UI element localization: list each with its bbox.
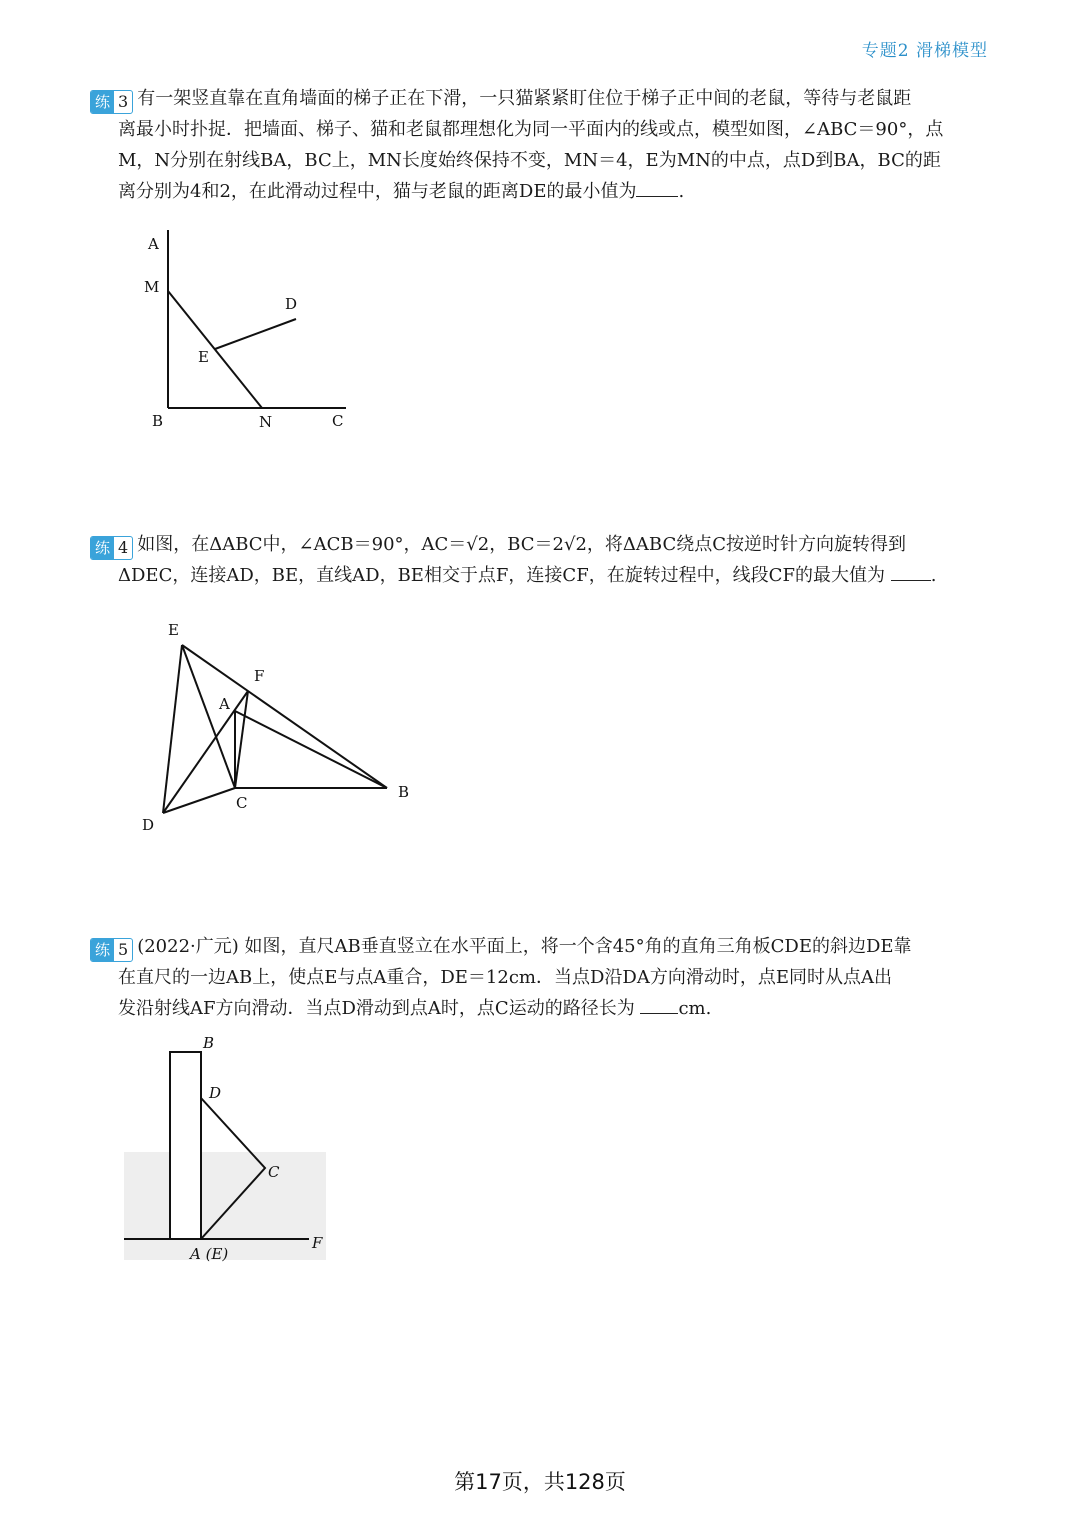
chapter-header: 专题2 滑梯模型 — [861, 41, 988, 61]
label-B: B — [398, 783, 410, 801]
label-C: C — [268, 1163, 280, 1181]
problem-4-line-2: ΔDEC，连接AD，BE，直线AD，BE相交于点F，连接CF，在旋转过程中，线段CF的最大值为 . — [118, 565, 937, 586]
problem-5-line-2: 在直尺的一边AB上，使点E与点A重合，DE＝12cm．当点D沿DA方向滑动时，点E同时从点A出 — [118, 967, 892, 988]
problem-5-line-3: 发沿射线AF方向滑动．当点D滑动到点A时，点C运动的路径长为 cm. — [118, 998, 712, 1019]
label-N: N — [259, 413, 273, 431]
label-F: F — [254, 667, 265, 685]
label-B: B — [203, 1034, 215, 1052]
problem-3-line-4: 离分别为4和2，在此滑动过程中，猫与老鼠的距离DE的最小值为 . — [118, 181, 685, 202]
label-M: M — [144, 278, 160, 296]
problem-3-line-3: M，N分别在射线BA，BC上，MN长度始终保持不变，MN＝4，E为MN的中点，点D到BA，BC的距 — [118, 150, 941, 171]
label-D: D — [285, 295, 298, 313]
page-footer: 第17页，共128页 — [454, 1470, 626, 1494]
label-D: D — [142, 816, 155, 834]
label-E: E — [168, 621, 179, 639]
problem-3-line-1: 练 3 有一架竖直靠在直角墙面的梯子正在下滑，一只猫紧紧盯住位于梯子正中间的老鼠，等待与老鼠距 — [90, 83, 1000, 114]
label-D: D — [209, 1084, 222, 1102]
problem-3-line-2: 离最小时扑捉．把墙面、梯子、猫和老鼠都理想化为同一平面内的线或点，模型如图，∠ABC＝90°，点 — [118, 119, 944, 140]
label-E: E — [198, 348, 209, 366]
problem-5-line-1: 练 5 (2022·广元) 如图，直尺AB垂直竖立在水平面上，将一个含45°角的直角三角板CDE的斜边DE靠 — [90, 931, 1000, 962]
problem-4-tag: 练 4 — [90, 536, 133, 560]
problem-3-tag: 练 3 — [90, 90, 133, 114]
label-A-E: A (E) — [190, 1245, 229, 1263]
label-C: C — [236, 794, 248, 812]
label-F: F — [312, 1234, 323, 1252]
problem-5-tag: 练 5 — [90, 938, 133, 962]
label-A: A — [219, 695, 230, 713]
problem-4-line-1: 练 4 如图，在ΔABC中，∠ACB＝90°，AC＝√2，BC＝2√2，将ΔABC绕点C按逆时针方向旋转得到 — [90, 529, 1000, 560]
label-B: B — [152, 412, 164, 430]
ruler-rect — [170, 1052, 201, 1239]
label-C: C — [332, 412, 344, 430]
label-A: A — [148, 235, 159, 253]
shaded-background — [124, 1152, 326, 1260]
